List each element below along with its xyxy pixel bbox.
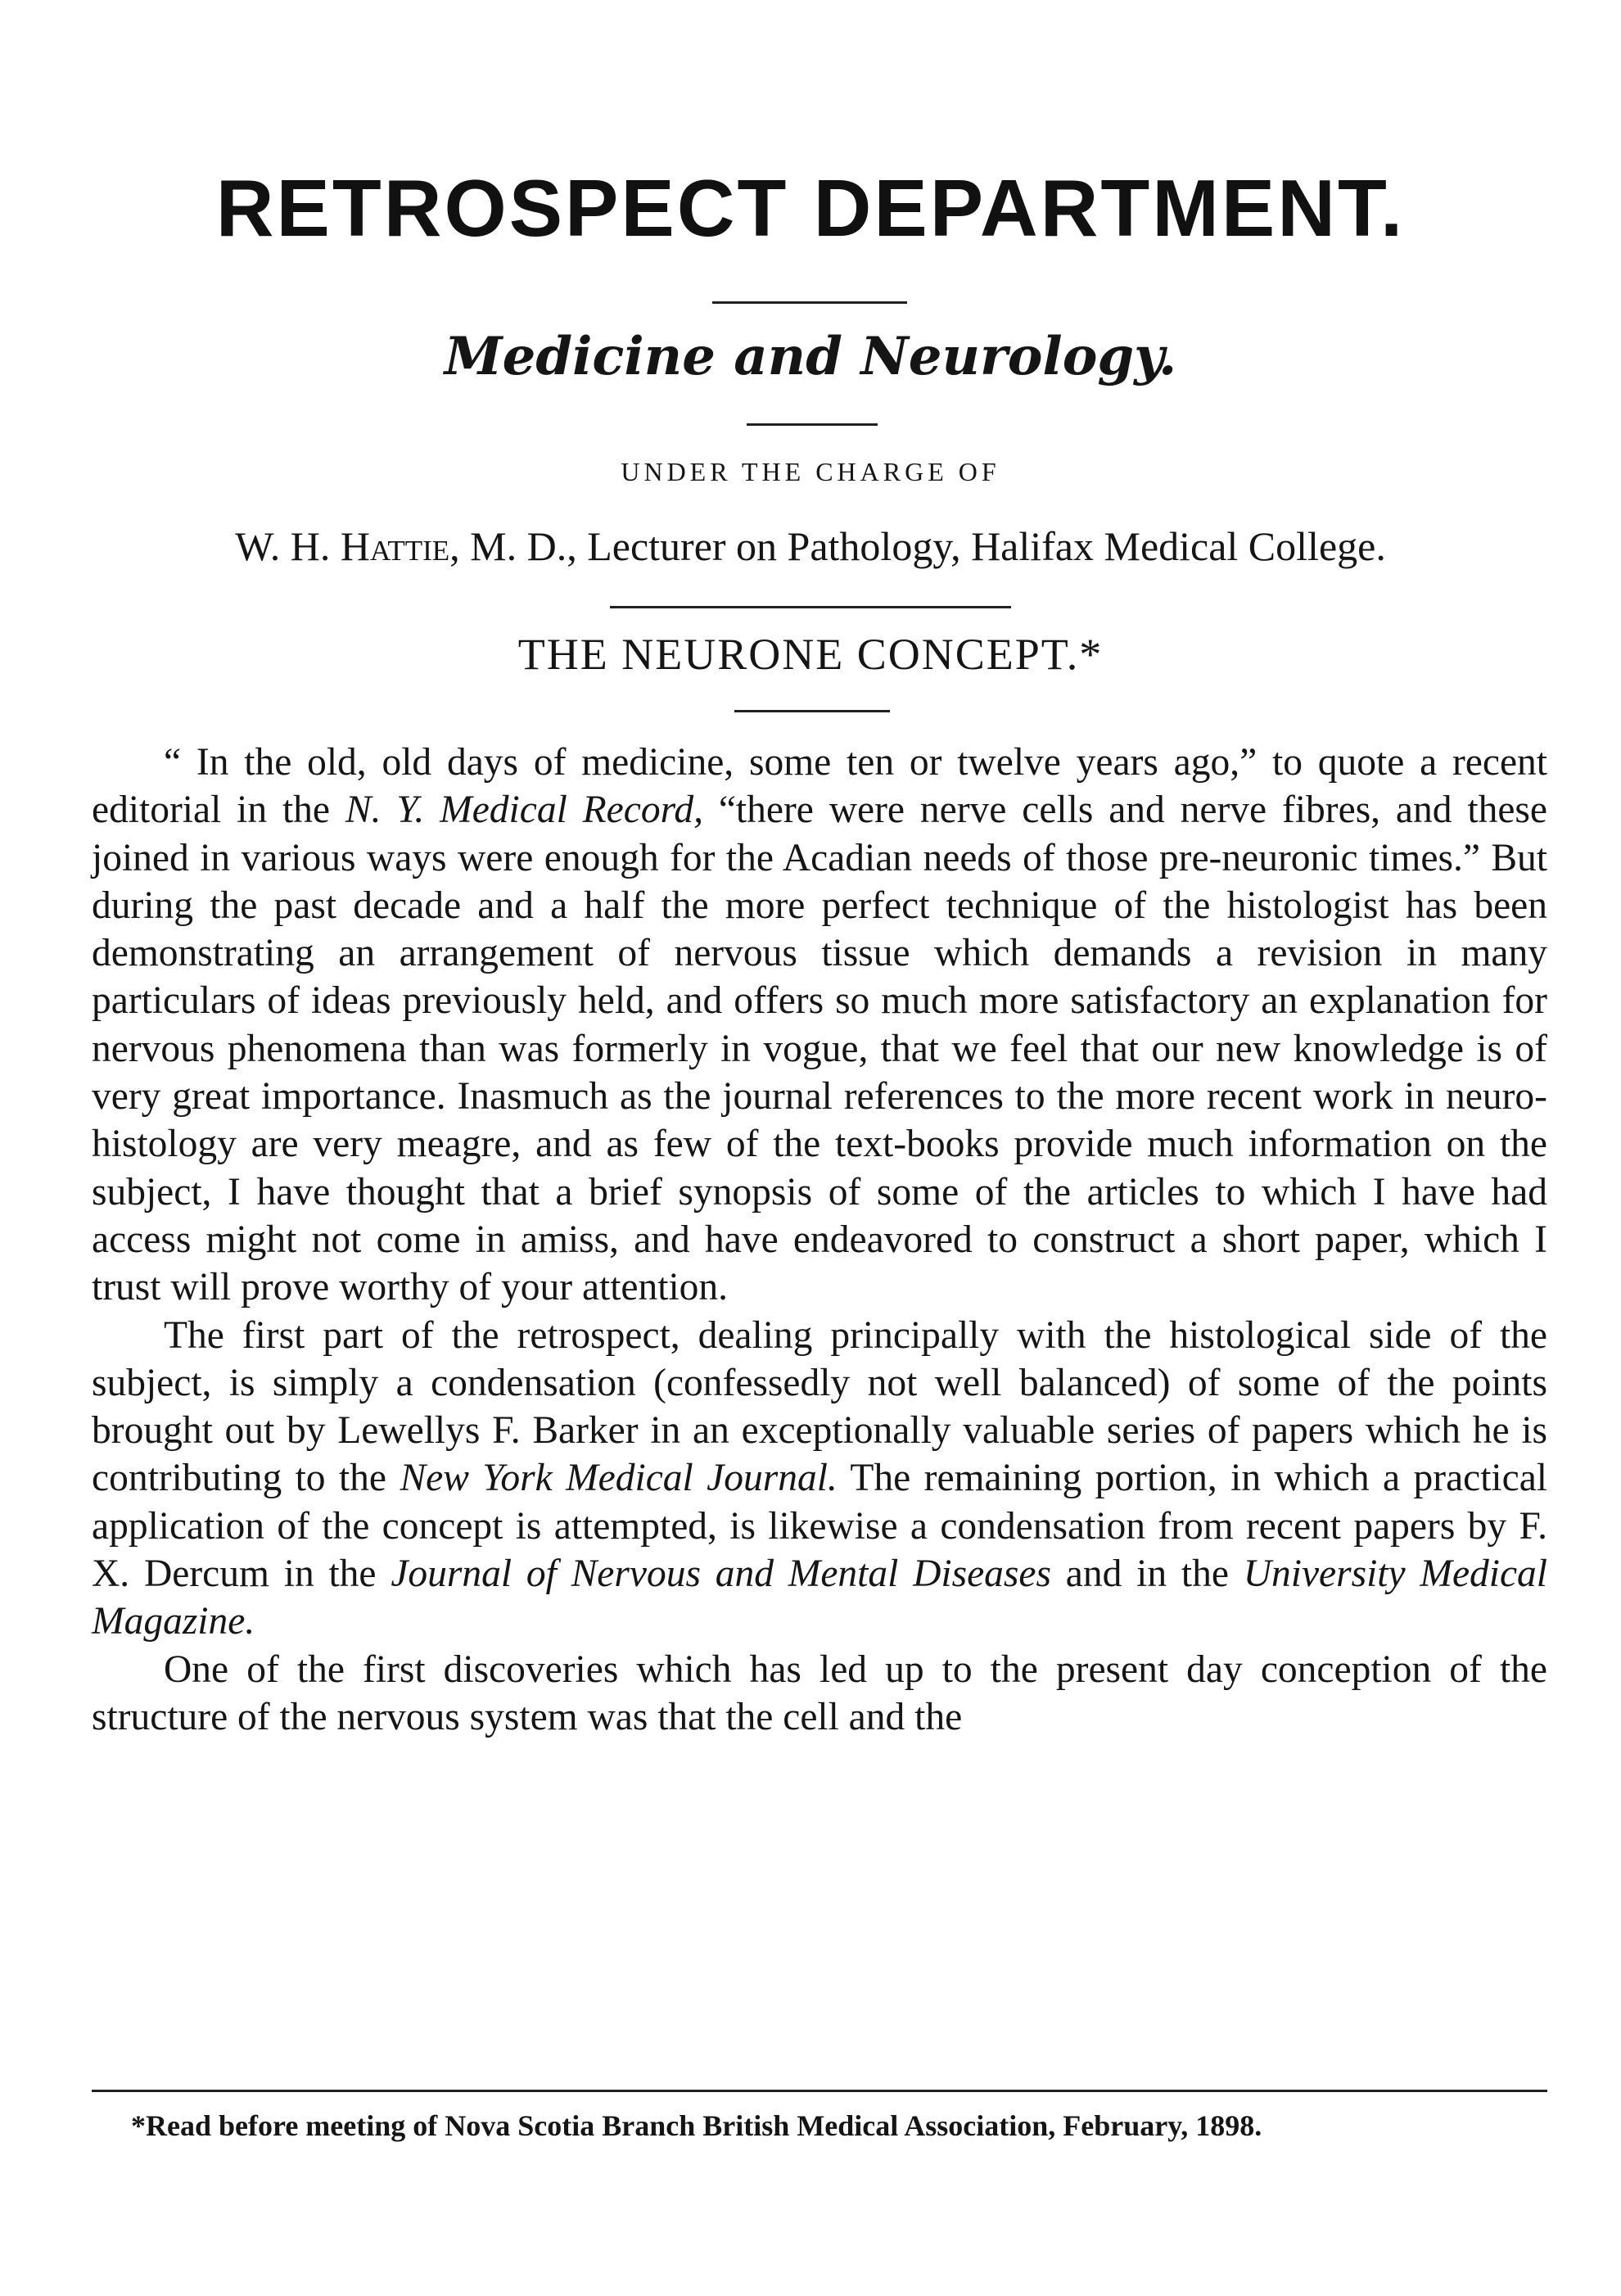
article-title: THE NEURONE CONCEPT.* <box>517 630 1104 679</box>
article-title-divider <box>734 710 890 712</box>
citation-italic: Journal of Nervous and Mental Diseases <box>391 1553 1051 1596</box>
paragraph-text: “there were nerve cells and nerve fibres, and these joined in various ways were enough for the Acadian needs of those pre-neuronic times.” But during the past decade and a half the more perfect technique of the histologist has been demonstrating an arrangement of nervous tissue which demands a revision in many particulars of ideas previously held, and offers so much more satisfactory an explanation for nervous phenomena than was formerly in vogue, that we feel that our new knowledge is of very great importance. Inasmuch as the journal references to the more recent work in neuro-histology are very meagre, and as few of the text-books provide much information on the subject, I have thought that a brief synopsis of some of the articles to which I have had access might not come in amiss, and have endeavored to construct a short paper, which I trust will prove worthy of your attention. <box>92 789 1547 1309</box>
citation-italic: University Medical Magazine. <box>92 1553 1548 1643</box>
author-affiliation: Lecturer on Pathology, Halifax Medical College. <box>587 523 1386 569</box>
department-title: RETROSPECT DEPARTMENT. <box>215 163 1406 253</box>
citation-italic: N. Y. Medical Record, <box>345 789 703 832</box>
paragraph-text: “ In the old, old days of medicine, some ten or twelve years ago,” to quote a recent editorial in the <box>92 741 1547 832</box>
author-line <box>0 523 1621 569</box>
section-divider <box>747 423 878 426</box>
footnote: *Read before meeting of Nova Scotia Branch British Medical Association, February, 1898. <box>131 2109 1262 2142</box>
paragraph-text: One of the first discoveries which has led up to the present day conception of the structure of the nervous system was that the cell and the <box>92 1647 1547 1738</box>
citation-italic: New York Medical Journal. <box>400 1457 838 1500</box>
paragraph <box>92 739 1547 1312</box>
charge-line: UNDER THE CHARGE OF <box>621 457 1000 486</box>
footnote-divider <box>92 2090 1547 2092</box>
section-title: Medicine and Neurology. <box>444 326 1177 387</box>
paragraph <box>92 1646 1547 1742</box>
title-divider <box>712 301 907 304</box>
paragraph-text: and in the <box>1050 1553 1244 1596</box>
paragraph <box>92 1312 1547 1646</box>
author-name: W. H. Hattie, M. D., <box>235 523 577 569</box>
paragraph-text: The remaining portion, in which a practical application of the concept is attempted, is likewise a condensation from recent papers by F. X. Dercum in the <box>92 1457 1547 1596</box>
article-body <box>92 739 1547 1741</box>
author-divider <box>610 606 1011 608</box>
paragraph-text: The first part of the retrospect, dealing principally with the histological side of the subject, is simply a condensation (confessedly not well balanced) of some of the points brought out by Lewellys F. Barker in an exceptionally valuable series of papers which he is contributing to the <box>92 1313 1547 1500</box>
